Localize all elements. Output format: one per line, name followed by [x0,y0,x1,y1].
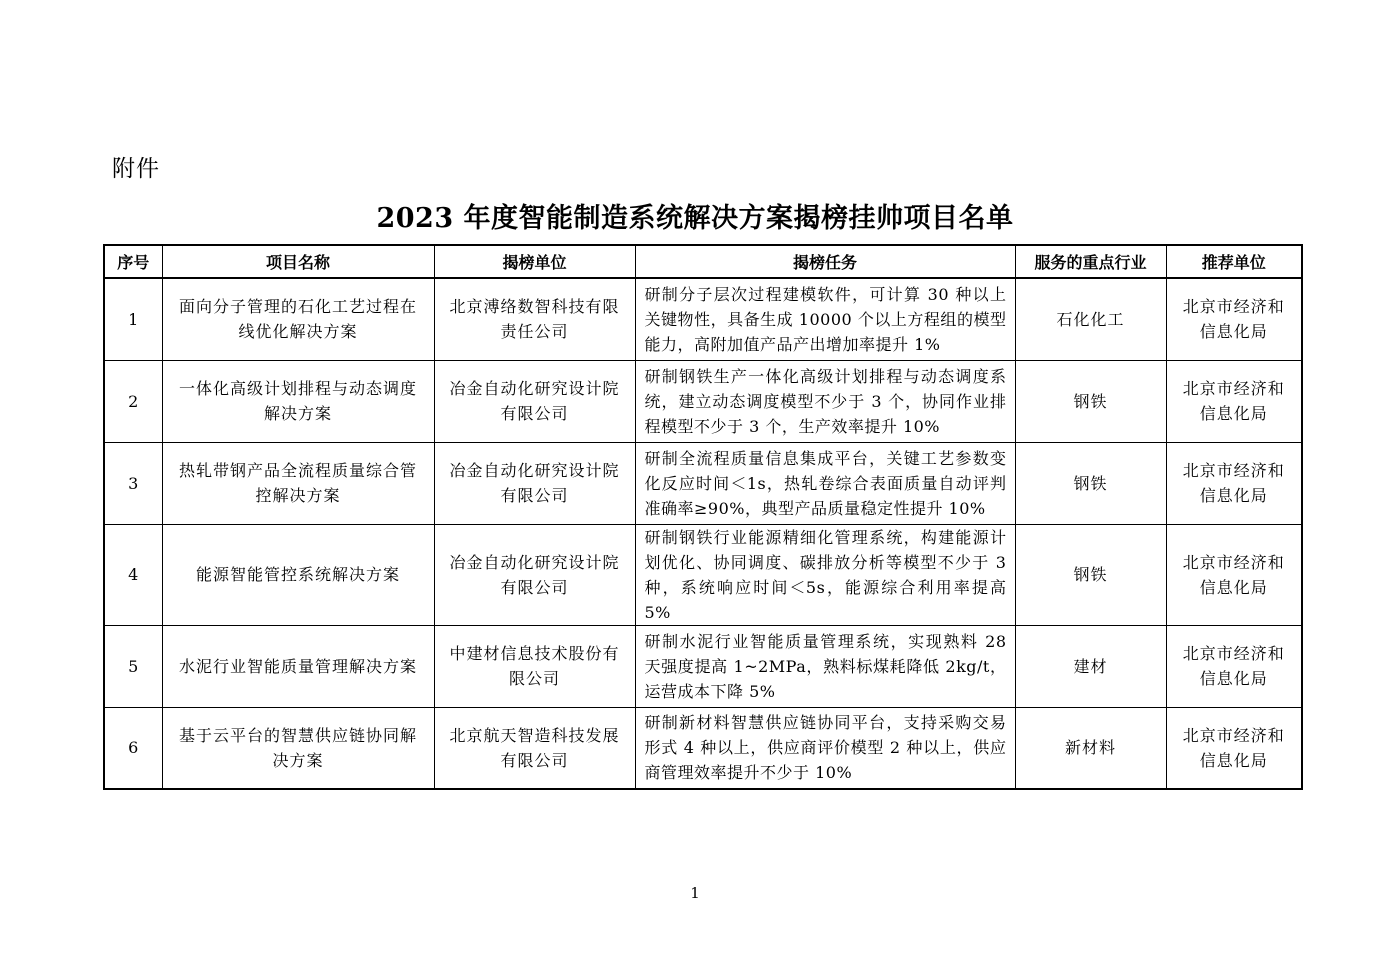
table-row [104,707,1302,789]
table-row [104,625,1302,707]
cell-task: 研制水泥行业智能质量管理系统，实现熟料 28 天强度提高 1~2MPa，熟料标煤耗降低 2kg/t，运营成本下降 5% [635,625,1015,707]
table-row [104,360,1302,442]
cell-recommender: 北京市经济和信息化局 [1166,625,1302,707]
table-row [104,278,1302,360]
cell-recommender: 北京市经济和信息化局 [1166,442,1302,524]
cell-project-name: 一体化高级计划排程与动态调度解决方案 [162,360,434,442]
cell-no: 3 [104,442,162,524]
header-task: 揭榜任务 [635,245,1015,278]
cell-task: 研制钢铁行业能源精细化管理系统，构建能源计划优化、协同调度、碳排放分析等模型不少于 3 种，系统响应时间＜5s，能源综合利用率提高 5% [635,524,1015,625]
cell-task: 研制钢铁生产一体化高级计划排程与动态调度系统，建立动态调度模型不少于 3 个，协同作业排程模型不少于 3 个，生产效率提升 10% [635,360,1015,442]
cell-no: 2 [104,360,162,442]
cell-task: 研制新材料智慧供应链协同平台，支持采购交易形式 4 种以上，供应商评价模型 2 种以上，供应商管理效率提升不少于 10% [635,707,1015,789]
cell-industry: 钢铁 [1015,442,1166,524]
cell-task: 研制分子层次过程建模软件，可计算 30 种以上关键物性，具备生成 10000 个以上方程组的模型能力，高附加值产品产出增加率提升 1% [635,278,1015,360]
header-no: 序号 [104,245,162,278]
cell-no: 6 [104,707,162,789]
page-number: 1 [690,884,700,902]
cell-unit: 冶金自动化研究设计院有限公司 [434,524,635,625]
cell-no: 4 [104,524,162,625]
table-row [104,524,1302,625]
cell-unit: 中建材信息技术股份有限公司 [434,625,635,707]
cell-project-name: 能源智能管控系统解决方案 [162,524,434,625]
header-unit: 揭榜单位 [434,245,635,278]
project-list-table [103,244,1303,790]
cell-industry: 钢铁 [1015,360,1166,442]
cell-project-name: 面向分子管理的石化工艺过程在线优化解决方案 [162,278,434,360]
cell-no: 1 [104,278,162,360]
header-industry: 服务的重点行业 [1015,245,1166,278]
cell-industry: 石化化工 [1015,278,1166,360]
cell-project-name: 基于云平台的智慧供应链协同解决方案 [162,707,434,789]
cell-project-name: 热轧带钢产品全流程质量综合管控解决方案 [162,442,434,524]
cell-task: 研制全流程质量信息集成平台，关键工艺参数变化反应时间＜1s，热轧卷综合表面质量自动评判准确率≥90%，典型产品质量稳定性提升 10% [635,442,1015,524]
cell-industry: 钢铁 [1015,524,1166,625]
cell-unit: 北京航天智造科技发展有限公司 [434,707,635,789]
cell-unit: 北京溥络数智科技有限责任公司 [434,278,635,360]
cell-project-name: 水泥行业智能质量管理解决方案 [162,625,434,707]
table-row [104,442,1302,524]
table-header-row [104,245,1302,278]
cell-industry: 新材料 [1015,707,1166,789]
cell-unit: 冶金自动化研究设计院有限公司 [434,360,635,442]
cell-industry: 建材 [1015,625,1166,707]
cell-recommender: 北京市经济和信息化局 [1166,707,1302,789]
cell-no: 5 [104,625,162,707]
cell-recommender: 北京市经济和信息化局 [1166,360,1302,442]
attachment-label: 附件 [112,156,160,182]
cell-recommender: 北京市经济和信息化局 [1166,278,1302,360]
header-project-name: 项目名称 [162,245,434,278]
header-recommender: 推荐单位 [1166,245,1302,278]
cell-unit: 冶金自动化研究设计院有限公司 [434,442,635,524]
cell-recommender: 北京市经济和信息化局 [1166,524,1302,625]
document-title: 2023 年度智能制造系统解决方案揭榜挂帅项目名单 [376,203,1014,234]
